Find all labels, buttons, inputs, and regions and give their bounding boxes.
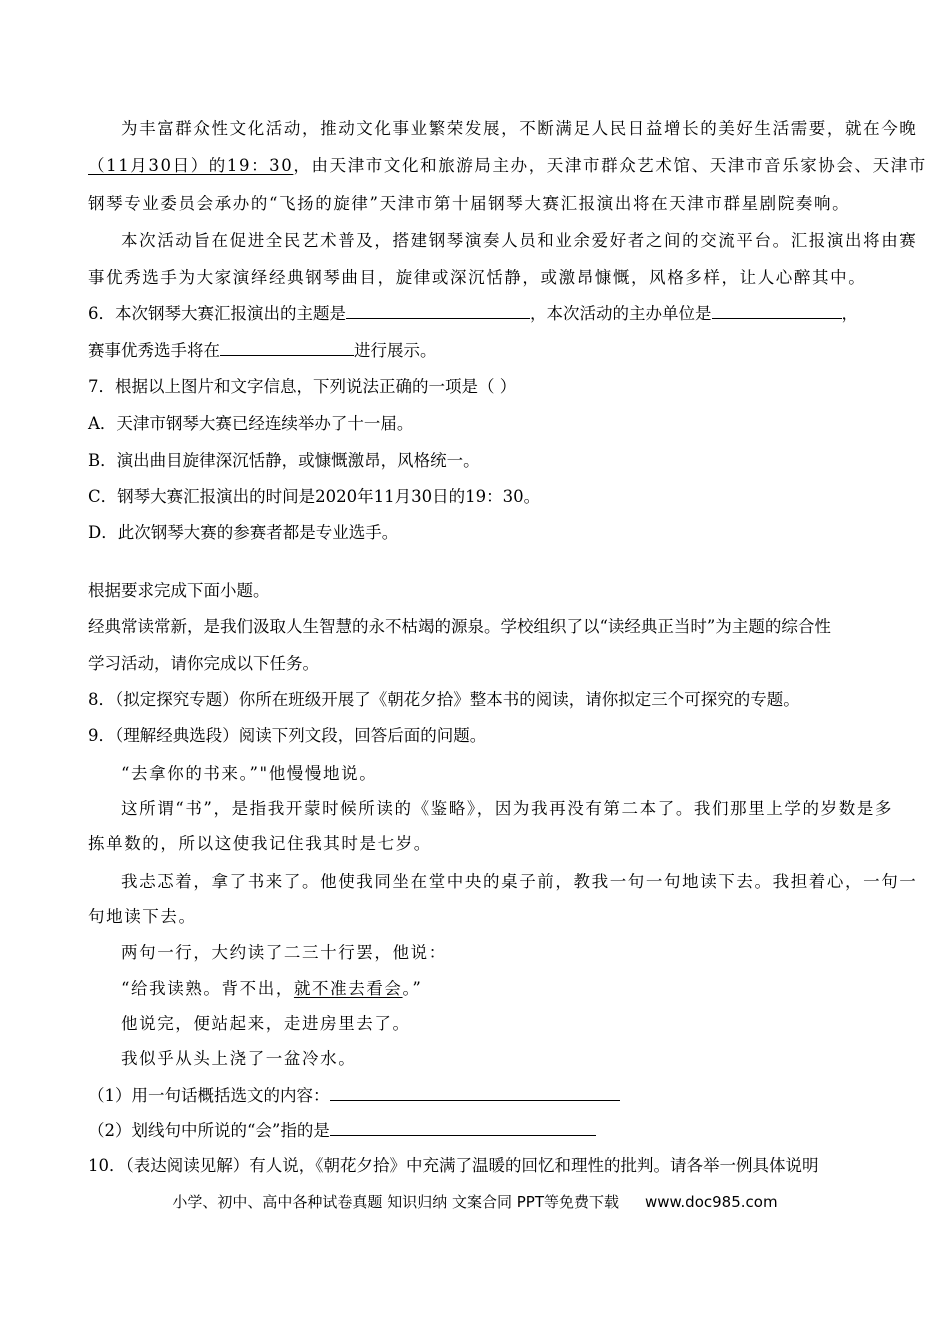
answer-blank[interactable] [712, 302, 842, 319]
footer-url[interactable]: www.doc985.com [644, 1193, 778, 1211]
section-intro: 学习活动，请你完成以下任务。 [88, 654, 319, 673]
option-a: A．天津市钢琴大赛已经连续举办了十一届。 [88, 414, 414, 433]
option-b: B．演出曲目旋律深沉恬静，或慷慨激昂，风格统一。 [88, 451, 480, 470]
section-intro: 经典常读常新，是我们汲取人生智慧的永不枯竭的源泉。学校组织了以“读经典正当时”为主题的综合性 [88, 617, 831, 636]
question-8: 8．（拟定探究专题）你所在班级开展了《朝花夕拾》整本书的阅读，请你拟定三个可探究的专题。 [88, 690, 800, 709]
excerpt-line: 我忐忑着，拿了书来了。他使我同坐在堂中央的桌子前，教我一句一句地读下去。我担着心，一句一 [121, 872, 918, 891]
question-6: 6．本次钢琴大赛汇报演出的主题是 ，本次活动的主办单位是 ， [88, 304, 858, 323]
excerpt-line: 这所谓“书”，是指我开蒙时候所读的《鉴略》，因为我再没有第二本了。我们那里上学的岁数是多 [121, 799, 894, 818]
excerpt-line: 我似乎从头上浇了一盆冷水。 [121, 1049, 357, 1068]
footer-text: 小学、初中、高中各种试卷真题 知识归纳 文案合同 PPT等免费下载 [172, 1193, 619, 1211]
answer-blank[interactable] [330, 1119, 596, 1136]
question-9-sub2: （2）划线句中所说的“会”指的是 [88, 1119, 878, 1142]
footer [0, 1191, 950, 1212]
section-instruction: 根据要求完成下面小题。 [88, 581, 270, 600]
passage-line: 钢琴专业委员会承办的“飞扬的旋律”天津市第十届钢琴大赛汇报演出将在天津市群星剧院奏响。 [88, 194, 851, 213]
answer-blank[interactable] [330, 1084, 620, 1101]
answer-blank[interactable] [346, 302, 530, 319]
option-c: C．钢琴大赛汇报演出的时间是2020年11月30日的19：30。 [88, 487, 541, 506]
underlined-sentence: 就不准去看会 [293, 979, 403, 998]
underlined-date: （11月30日）的19：30 [88, 156, 294, 175]
passage-line: 为丰富群众性文化活动，推动文化事业繁荣发展，不断满足人民日益增长的美好生活需要，就在今晚 [121, 119, 918, 138]
question-7-stem: 7．根据以上图片和文字信息，下列说法正确的一项是（ ） [88, 377, 517, 396]
question-10: 10．（表达阅读见解）有人说，《朝花夕拾》中充满了温暖的回忆和理性的批判。请各举一例具体说明 [88, 1156, 819, 1175]
question-9-sub1: （1）用一句话概括选文的内容： [88, 1084, 878, 1107]
option-d: D．此次钢琴大赛的参赛者都是专业选手。 [88, 523, 399, 542]
excerpt-line: “去拿你的书来。”"他慢慢地说。 [121, 764, 378, 783]
excerpt-line: 拣单数的，所以这使我记住我其时是七岁。 [88, 834, 432, 853]
excerpt-line: 他说完，便站起来，走进房里去了。 [121, 1014, 411, 1033]
question-6-cont: 赛事优秀选手将在 进行展示。 [88, 341, 437, 360]
passage-line: （11月30日）的19：30，由天津市文化和旅游局主办，天津市群众艺术馆、天津市音乐家协会、天津市 [88, 156, 927, 175]
answer-blank[interactable] [220, 339, 354, 356]
excerpt-line: 两句一行，大约读了二三十行罢，他说： [121, 943, 447, 962]
excerpt-line: “给我读熟。背不出，就不准去看会。” [121, 979, 423, 998]
passage-line: 本次活动旨在促进全民艺术普及，搭建钢琴演奏人员和业余爱好者之间的交流平台。汇报演出将由赛 [121, 231, 918, 250]
question-9-stem: 9．（理解经典选段）阅读下列文段，回答后面的问题。 [88, 726, 487, 745]
excerpt-line: 句地读下去。 [88, 907, 197, 926]
passage-line: 事优秀选手为大家演绎经典钢琴曲目，旋律或深沉恬静，或激昂慷慨，风格多样，让人心醉其中。 [88, 268, 867, 287]
